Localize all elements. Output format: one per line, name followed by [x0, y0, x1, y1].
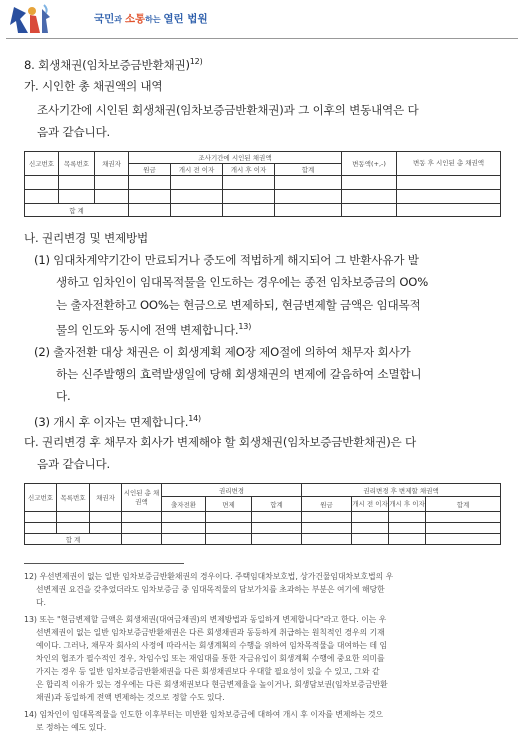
footnote-14-line1: 14) 임차인이 임대목적물을 인도한 이후부터는 미반환 임차보증금에 대하여 개시 후 이자를 변제하는 것으	[24, 710, 384, 719]
section-ga-body-line1: 조사기간에 시인된 회생채권(임차보증금반환채권)과 그 이후의 변동내역은 다	[37, 103, 419, 117]
section-da-title-line2: 음과 같습니다.	[37, 457, 110, 471]
table2-total-label: 합 계	[25, 534, 122, 545]
footnote-13-line7: 채권)과 동일하게 전액 변제하는 것으로 정할 수도 있다.	[36, 693, 225, 702]
footnote-12-line2: 선변제권 요건을 갖추었더라도 임차보증금 중 임대목적물의 담보가치를 초과하는 부분은 여기에 해당한	[36, 585, 385, 594]
section-ga-title: 가. 시인한 총 채권액의 내역	[24, 79, 163, 93]
table1-header-total-after-change: 변동 후 시인된 총 채권액	[397, 152, 501, 176]
table2-header-list-no: 목록번호	[57, 484, 90, 512]
court-logo-icon	[6, 3, 56, 35]
table2-header-report-no: 신고번호	[25, 484, 57, 512]
section-da-title-line1: 다. 권리변경 후 채무자 회사가 변제해야 할 회생채권(임차보증금반환채권)은 다	[24, 435, 417, 449]
footnote-13-line6: 은 합리적 이유가 있는 경우에는 다른 회생채권보다 현금변제율을 높이거나, 회생담보권(임차보증금반환	[36, 680, 388, 689]
section-na-item2-line3: 다.	[56, 389, 71, 403]
section-ga-body-line2: 음과 같습니다.	[37, 125, 110, 139]
table2-header-creditor: 채권자	[90, 484, 122, 512]
table1-subheader-principal: 원금	[129, 164, 171, 176]
table1-total-row	[25, 204, 501, 217]
table2-subheader-after-sum: 합계	[426, 497, 501, 512]
table1-total-label: 합 계	[25, 204, 129, 217]
footnote-12-line1: 12) 우선변제권이 없는 일반 임차보증금반환채권의 경우이다. 주택임대차보호법, 상가건물임대차보호법의 우	[24, 572, 394, 581]
footnote-13-line4: 차인의 협조가 필수적인 경우, 차임수입 또는 재임대를 통한 자금유입이 회생계획 수행에 중요한 의미를	[36, 654, 385, 663]
footnote-divider	[24, 563, 184, 564]
court-slogan: 국민과 소통하는 열린 법원	[94, 13, 208, 25]
table1-header-change: 변동액(+,-)	[342, 152, 397, 176]
table-row	[25, 176, 501, 190]
table2-header-confirmed-total: 시인된 총 채권액	[122, 484, 162, 512]
section-na-item1-line2: 생하고 임차인이 임대목적물을 인도하는 경우에는 종전 임차보증금의 OO%	[56, 275, 429, 289]
table2-subheader-debt-equity: 출자전환	[162, 497, 206, 512]
section-na-item2-line1: (2) 출자전환 대상 채권은 이 회생계획 제O장 제O절에 의하여 채무자 회사가	[34, 345, 411, 359]
table2-header-repayment-amount: 권리변경 후 변제할 채권액	[302, 484, 501, 497]
footnote-14-line2: 로 정하는 예도 있다.	[36, 723, 107, 732]
section-na-title: 나. 권리변경 및 변제방법	[24, 231, 148, 245]
footnote-13-line2: 선변제권이 없는 일반 임차보증금반환채권은 다른 회생채권과 동등하게 취급하는 원칙적인 경우의 기재	[36, 628, 385, 637]
table-row	[25, 512, 501, 523]
table-row	[25, 190, 501, 204]
table1-subheader-pre-interest: 개시 전 이자	[171, 164, 223, 176]
table2-subheader-exemption: 면제	[206, 497, 252, 512]
table2-total-row	[25, 534, 501, 545]
table1-header-creditor: 채권자	[95, 152, 129, 176]
table2-subheader-post-interest: 개시 후 이자	[389, 497, 426, 512]
section-8-title: 8. 회생채권(임차보증금반환채권)$^{12)}$	[24, 57, 203, 72]
section-na-item2-line2: 하는 신주발행의 효력발생일에 당해 회생채권의 변제에 갈음하여 소멸합니	[56, 367, 422, 381]
table1-header-confirmed-amount: 조사기간에 시인된 채권액	[129, 152, 342, 164]
table1-header-report-no: 신고번호	[25, 152, 59, 176]
table1-subheader-post-interest: 개시 후 이자	[223, 164, 275, 176]
section-na-item1-line3: 는 출자전환하고 OO%는 현금으로 변제하되, 현금변제할 금액은 임대목적	[56, 298, 421, 312]
table2-subheader-change-sum: 합계	[252, 497, 302, 512]
table-row	[25, 523, 501, 534]
footnote-12-line3: 다.	[36, 598, 47, 607]
page-header	[0, 0, 524, 38]
table1-subheader-sum: 합계	[275, 164, 342, 176]
section-na-item1-line4: 물의 인도와 동시에 전액 변제합니다.$^{13)}$	[56, 322, 252, 337]
table-claims-after-change	[24, 483, 501, 545]
footnote-13-line1: 13) 또는 "현금변제할 금액은 회생채권(대여금채권)의 변제방법과 동일하게 변제합니다"라고 한다. 이는 우	[24, 615, 387, 624]
table2-header-rights-change: 권리변경	[162, 484, 302, 497]
table1-header-list-no: 목록번호	[59, 152, 95, 176]
table2-subheader-pre-interest: 개시 전 이자	[352, 497, 389, 512]
footnote-13-line3: 예이다. 그러나, 채무자 회사의 사정에 따라서는 회생계획의 수행을 위하여 임차목적물을 대여하는 데 임	[36, 641, 388, 650]
section-na-item3: (3) 개시 후 이자는 면제합니다.$^{14)}$	[34, 414, 201, 429]
section-na-item1-line1: (1) 임대차계약기간이 만료되거나 중도에 적법하게 해지되어 그 반환사유가 발	[34, 253, 419, 267]
header-divider	[6, 38, 518, 39]
table2-subheader-principal: 원금	[302, 497, 352, 512]
table-confirmed-claims	[24, 151, 501, 217]
footnote-13-line5: 가지는 경우 등 일반 임차보증금반환채권을 다른 회생채권보다 우대할 필요성이 있을 수 있고, 그와 같	[36, 667, 380, 676]
